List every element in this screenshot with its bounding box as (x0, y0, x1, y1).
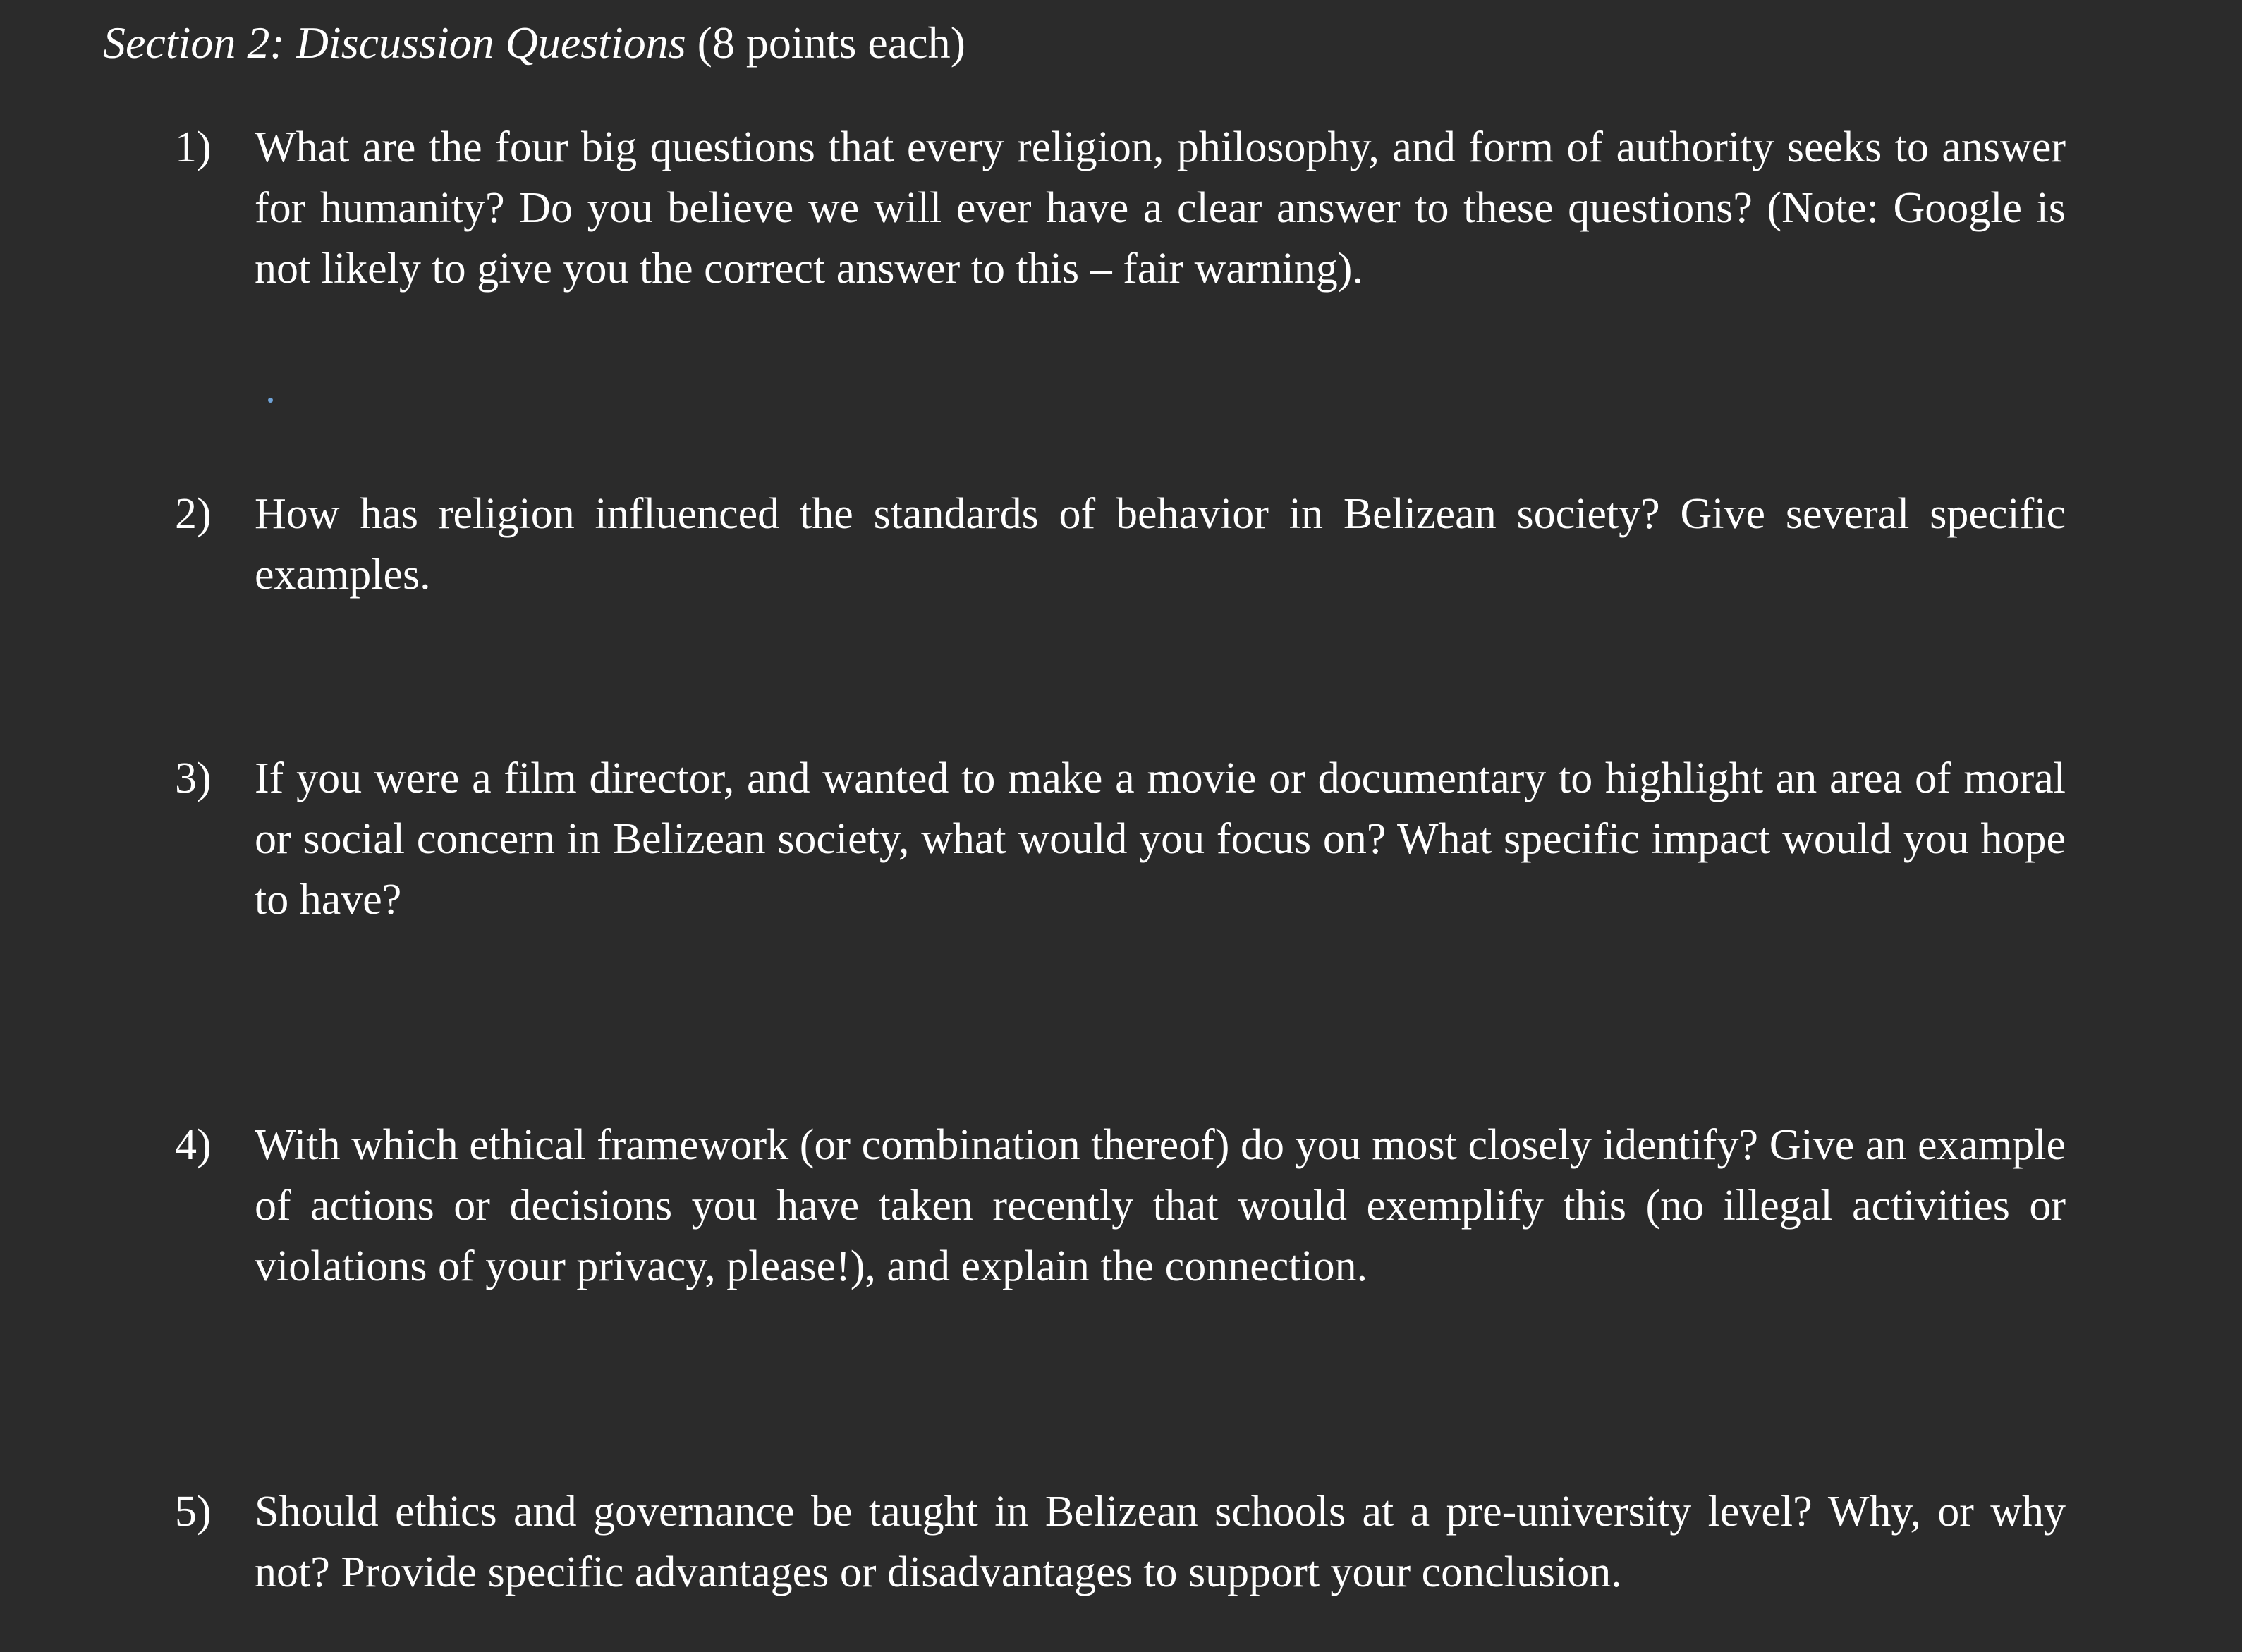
question-number: 4) (175, 1121, 212, 1169)
section-points-note: (8 points each) (686, 18, 965, 68)
question-3 (175, 748, 2066, 930)
question-number: 3) (175, 754, 212, 802)
section-title: Section 2: Discussion Questions (103, 18, 686, 68)
text-cursor-marker (268, 398, 273, 403)
question-text: How has religion influenced the standards of behavior in Belizean society? Give several specific examples. (255, 490, 2066, 599)
question-text: What are the four big questions that every religion, philosophy, and form of authority seeks to answer for humanity? Do you believe we will ever have a clear answer to these questions? (Note: Google is not likely to give you the correct answer to this – fair warning). (255, 123, 2066, 293)
question-5 (175, 1481, 2066, 1603)
question-text: With which ethical framework (or combination thereof) do you most closely identify? Give an example of actions or decisions you have taken recently that would exemplify this (no illegal activities or violations of your privacy, please!), and explain the connection. (255, 1121, 2066, 1290)
question-number: 2) (175, 490, 212, 538)
question-number: 1) (175, 123, 212, 171)
section-heading (103, 13, 965, 73)
question-text: If you were a film director, and wanted to make a movie or documentary to highlight an area of moral or social concern in Belizean society, what would you focus on? What specific impact would you hope to have? (255, 754, 2066, 924)
question-number: 5) (175, 1488, 212, 1536)
question-2 (175, 484, 2066, 605)
question-1 (175, 117, 2066, 299)
question-4 (175, 1115, 2066, 1297)
question-text: Should ethics and governance be taught in Belizean schools at a pre-university level? Why, or why not? Provide specific advantages or disadvantages to support your conclusion. (255, 1488, 2066, 1596)
